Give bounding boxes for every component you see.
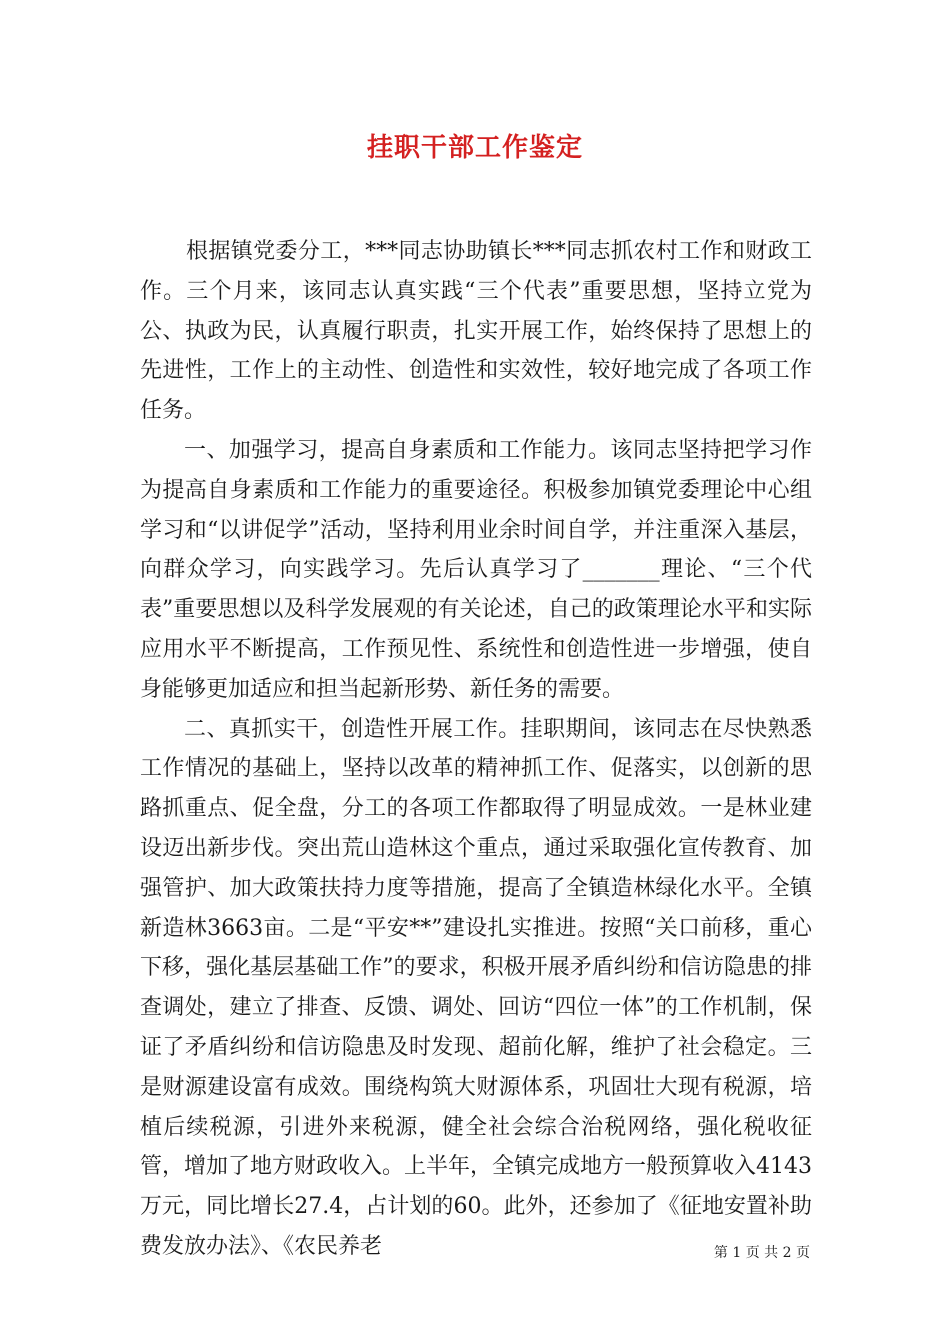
document-body (140, 232, 812, 1267)
paragraph-intro: 根据镇党委分工，***同志协助镇长***同志抓农村工作和财政工作。三个月来，该同志认真实践“三个代表”重要思想，坚持立党为公、执政为民，认真履行职责，扎实开展工作，始终保持了思想上的先进性，工作上的主动性、创造性和实效性，较好地完成了各项工作任务。 (140, 239, 812, 424)
document-title: 挂职干部工作鉴定 (366, 133, 583, 163)
paragraph-study: 一、加强学习，提高自身素质和工作能力。该同志坚持把学习作为提高自身素质和工作能力的重要途径。积极参加镇党委理论中心组学习和“以讲促学”活动，坚持利用业余时间自学，并注重深入基层，向群众学习，向实践学习。先后认真学习了_______理论、“三个代表”重要思想以及科学发展观的有关论述，自己的政策理论水平和实际应用水平不断提高，工作预见性、系统性和创造性进一步增强，使自身能够更加适应和担当起新形势、新任务的需要。 (140, 437, 812, 702)
paragraph-work: 二、真抓实干，创造性开展工作。挂职期间，该同志在尽快熟悉工作情况的基础上，坚持以改革的精神抓工作、促落实，以创新的思路抓重点、促全盘，分工的各项工作都取得了明显成效。一是林业建设迈出新步伐。突出荒山造林这个重点，通过采取强化宣传教育、加强管护、加大政策扶持力度等措施，提高了全镇造林绿化水平。全镇新造林3663亩。二是“平安**”建设扎实推进。按照“关口前移，重心下移，强化基层基础工作”的要求，积极开展矛盾纠纷和信访隐患的排查调处，建立了排查、反馈、调处、回访“四位一体”的工作机制，保证了矛盾纠纷和信访隐患及时发现、超前化解，维护了社会稳定。三是财源建设富有成效。围绕构筑大财源体系，巩固壮大现有税源，培植后续税源，引进外来税源，健全社会综合治税网络，强化税收征管，增加了地方财政收入。上半年，全镇完成地方一般预算收入4143万元，同比增长27.4，占计划的60。此外，还参加了《征地安置补助费发放办法》、《农民养老 (140, 716, 812, 1259)
page-number: 第 1 页 共 2 页 (713, 1245, 810, 1261)
